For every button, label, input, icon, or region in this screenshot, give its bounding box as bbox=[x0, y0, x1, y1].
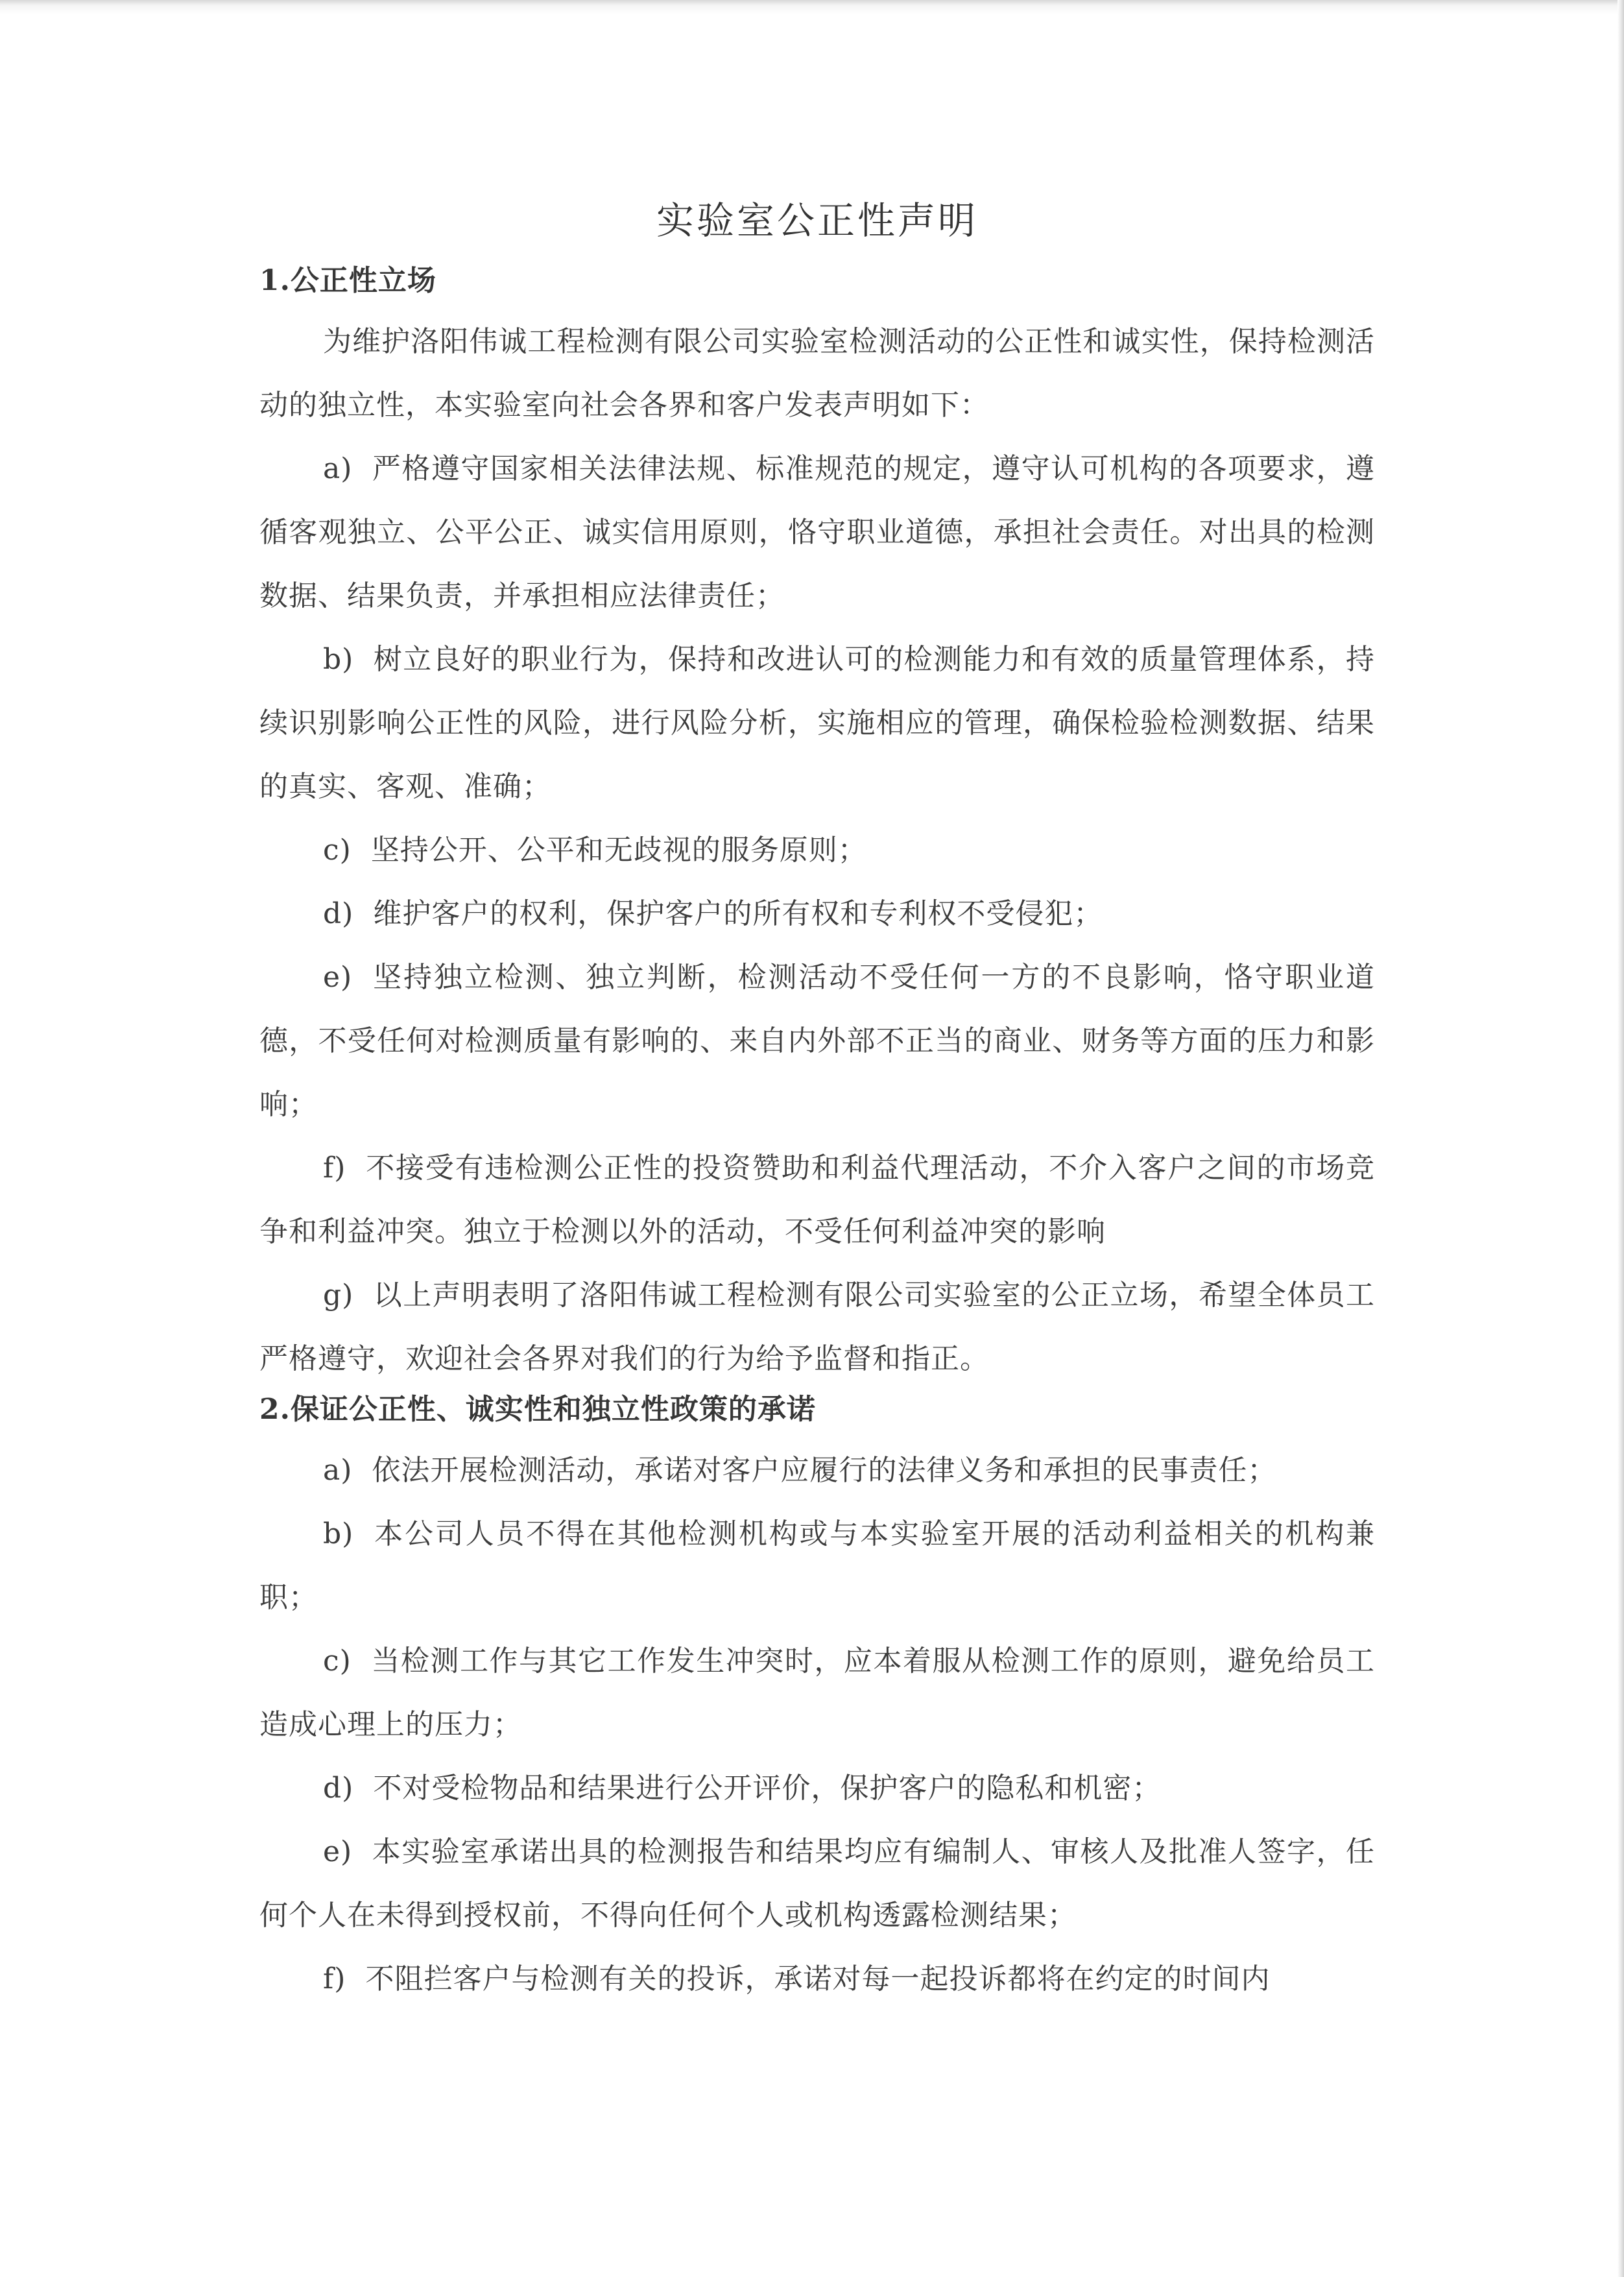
section-commitments bbox=[259, 1391, 1375, 2011]
list-item bbox=[259, 437, 1375, 628]
list-marker: c) bbox=[323, 834, 352, 867]
list-item bbox=[259, 1630, 1375, 1757]
list-item bbox=[259, 1439, 1375, 1502]
document-body bbox=[259, 195, 1375, 2011]
list-marker: c) bbox=[323, 1644, 352, 1678]
list-item bbox=[259, 628, 1375, 819]
list-item bbox=[259, 1820, 1375, 1947]
list-item-text: 本公司人员不得在其他检测机构或与本实验室开展的活动利益相关的机构兼职； bbox=[259, 1517, 1375, 1614]
list-item-text: 严格遵守国家相关法律法规、标准规范的规定，遵守认可机构的各项要求，遵循客观独立、公平公正、诚实信用原则，恪守职业道德，承担社会责任。对出具的检测数据、结果负责，并承担相应法律责任； bbox=[259, 452, 1375, 612]
list-marker: a) bbox=[323, 452, 353, 485]
list-marker: f) bbox=[323, 1151, 346, 1185]
list-item-text: 坚持公开、公平和无歧视的服务原则； bbox=[370, 834, 867, 867]
list-item-text: 不接受有违检测公正性的投资赞助和利益代理活动，不介入客户之间的市场竞争和利益冲突。独立于检测以外的活动，不受任何利益冲突的影响 bbox=[259, 1151, 1375, 1248]
list-item-text: 树立良好的职业行为，保持和改进认可的检测能力和有效的质量管理体系，持续识别影响公正性的风险，进行风险分析，实施相应的管理，确保检验检测数据、结果的真实、客观、准确； bbox=[259, 643, 1375, 803]
list-item bbox=[259, 1264, 1375, 1391]
section-impartiality-stance bbox=[259, 262, 1375, 1391]
list-item bbox=[259, 1947, 1375, 2011]
list-item bbox=[259, 946, 1375, 1137]
list-item-text: 不阻拦客户与检测有关的投诉，承诺对每一起投诉都将在约定的时间内 bbox=[365, 1962, 1271, 1995]
list-marker: a) bbox=[323, 1454, 353, 1487]
list-item bbox=[259, 1502, 1375, 1630]
list-item-text: 本实验室承诺出具的检测报告和结果均应有编制人、审核人及批准人签字，任何个人在未得到授权前，不得向任何个人或机构透露检测结果； bbox=[259, 1835, 1375, 1932]
list-marker: b) bbox=[323, 1517, 354, 1550]
list-item-text: 坚持独立检测、独立判断，检测活动不受任何一方的不良影响，恪守职业道德，不受任何对检测质量有影响的、来自内外部不正当的商业、财务等方面的压力和影响； bbox=[259, 961, 1375, 1121]
section-heading-1: 1.公正性立场 bbox=[259, 264, 436, 297]
list-item-text: 维护客户的权利，保护客户的所有权和专利权不受侵犯； bbox=[373, 897, 1103, 930]
list-marker: g) bbox=[323, 1279, 354, 1312]
section-heading-2: 2.保证公正性、诚实性和独立性政策的承诺 bbox=[259, 1393, 816, 1426]
list-item-text: 以上声明表明了洛阳伟诚工程检测有限公司实验室的公正立场，希望全体员工严格遵守，欢迎社会各界对我们的行为给予监督和指正。 bbox=[259, 1279, 1375, 1375]
list-item-text: 不对受检物品和结果进行公开评价，保护客户的隐私和机密； bbox=[373, 1772, 1162, 1805]
list-marker: d) bbox=[323, 897, 354, 930]
list-item-text: 依法开展检测活动，承诺对客户应履行的法律义务和承担的民事责任； bbox=[372, 1454, 1277, 1487]
page-edge-shadow bbox=[1618, 0, 1624, 2277]
list-item bbox=[259, 819, 1375, 882]
page-title: 实验室公正性声明 bbox=[656, 199, 978, 243]
list-marker: b) bbox=[323, 643, 354, 676]
list-marker: e) bbox=[323, 961, 353, 994]
list-item bbox=[259, 1757, 1375, 1820]
list-marker: d) bbox=[323, 1772, 354, 1805]
list-item-text: 当检测工作与其它工作发生冲突时，应本着服从检测工作的原则，避免给员工造成心理上的压力； bbox=[259, 1644, 1375, 1741]
list-item bbox=[259, 882, 1375, 946]
section-1-intro: 为维护洛阳伟诚工程检测有限公司实验室检测活动的公正性和诚实性，保持检测活动的独立性，本实验室向社会各界和客户发表声明如下： bbox=[259, 325, 1375, 422]
list-marker: f) bbox=[323, 1962, 346, 1995]
list-marker: e) bbox=[323, 1835, 353, 1868]
list-item bbox=[259, 1137, 1375, 1264]
